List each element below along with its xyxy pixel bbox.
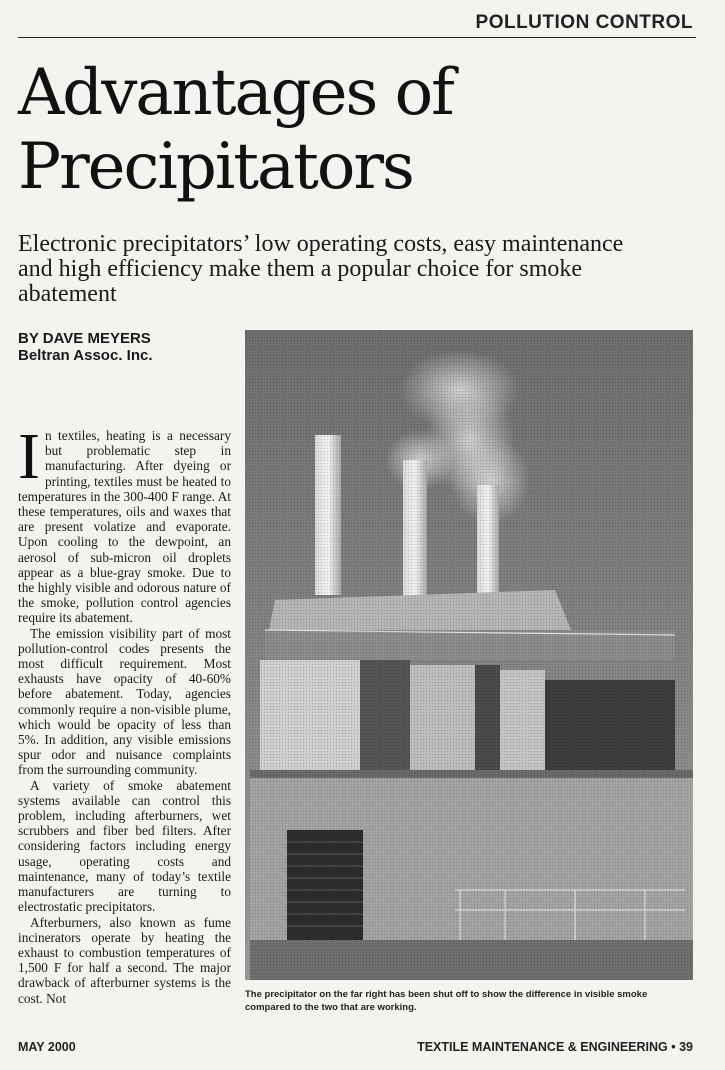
footer-date: MAY 2000 xyxy=(18,1040,76,1054)
header-rule xyxy=(18,37,696,38)
article-body xyxy=(18,420,231,1006)
paragraph-text: n textiles, heating is a necessary but problematic step in manufacturing. After dyeing or printing, textiles must be heated to temperatures in the 300-400 F range. At these temperatures, oils and waxes that are present volatize and evaporate. Upon cooling to the dewpoint, an aerosol of sub-micron oil droplets appear as a blue-gray smoke. Due to the highly visible and odorous nature of the smoke, pollution control agencies require its abatement. xyxy=(18,428,231,626)
drop-cap: I xyxy=(18,420,40,493)
byline-author: BY DAVE MEYERS xyxy=(18,330,151,347)
deck: Electronic precipitators’ low operating costs, easy maintenance and high efficiency make them a popular choice for smoke abatement xyxy=(18,231,624,307)
headline-line-1: Advantages of xyxy=(18,56,453,130)
halftone-overlay xyxy=(245,330,693,980)
headline-line-2: Precipitators xyxy=(18,130,413,204)
precipitator-photo xyxy=(245,330,693,980)
section-label: POLLUTION CONTROL xyxy=(475,12,693,33)
headline xyxy=(18,56,698,204)
paragraph xyxy=(18,420,231,626)
footer-publication: TEXTILE MAINTENANCE & ENGINEERING • 39 xyxy=(417,1040,693,1054)
paragraph: The emission visibility part of most pollution-control codes presents the most difficult requirement. Most exhausts have opacity of 40-60% before abatement. Today, agencies commonly require a non-visible plume, which would be opacity of less than 5%. In addition, any visible emissions spur odor and nuisance complaints from the surrounding community. xyxy=(18,625,231,778)
byline-org: Beltran Assoc. Inc. xyxy=(18,347,153,364)
paragraph: Afterburners, also known as fume incinerators operate by heating the exhaust to combustion temperatures of 1,500 F for half a second. The major drawback of afterburner systems is the cost. Not xyxy=(18,914,231,1006)
byline xyxy=(18,330,228,364)
photo-caption: The precipitator on the far right has been shut off to show the difference in visible smoke compared to the two that are working. xyxy=(245,989,648,1013)
paragraph: A variety of smoke abatement systems available can control this problem, including afterburners, wet scrubbers and fiber bed filters. After considering factors including energy usage, operating costs and maintenance, many of today’s textile manufacturers are turning to electrostatic precipitators. xyxy=(18,777,231,915)
